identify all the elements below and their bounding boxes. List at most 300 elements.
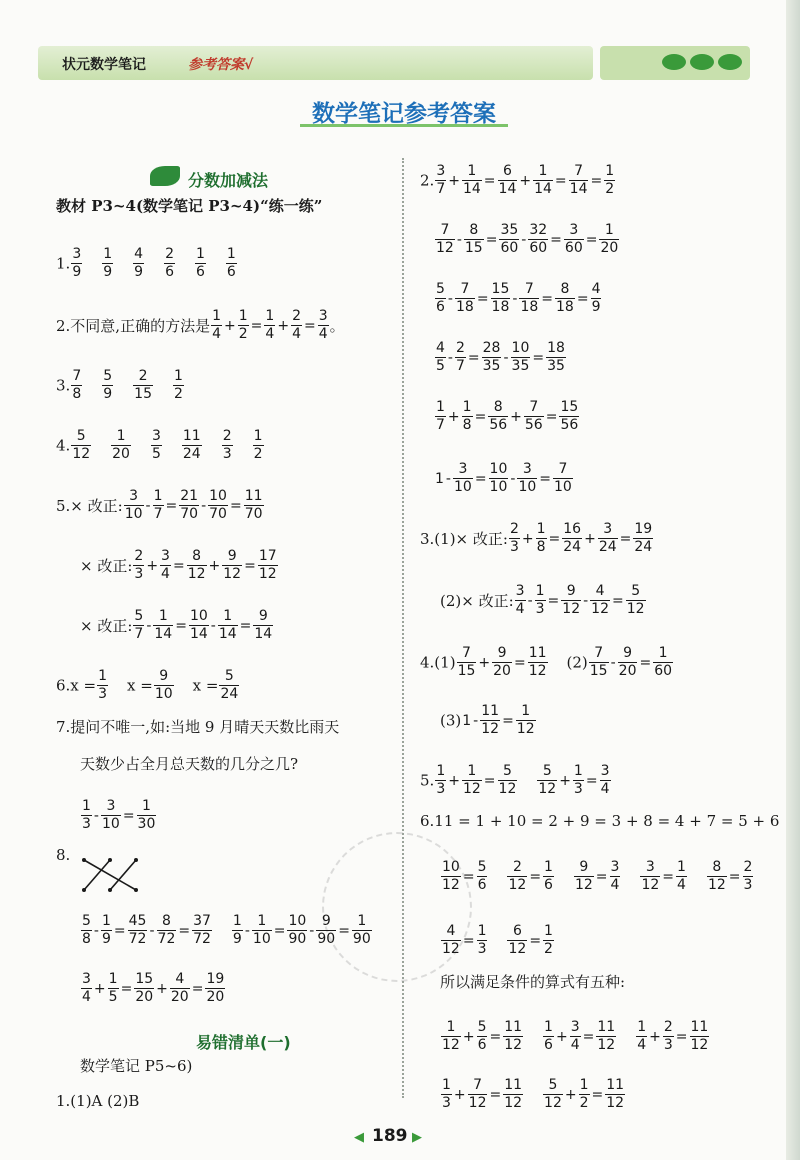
denominator: 14 xyxy=(218,626,237,642)
math-operator: = xyxy=(612,592,624,609)
fraction xyxy=(543,1019,554,1054)
numerator: 7 xyxy=(569,163,589,181)
numerator: 19 xyxy=(206,971,225,987)
numerator: 32 xyxy=(529,222,548,238)
numerator: 1 xyxy=(232,913,242,929)
denominator: 12 xyxy=(442,877,460,893)
fraction xyxy=(455,340,466,375)
numerator: 8 xyxy=(157,913,177,931)
fraction xyxy=(222,548,242,583)
numerator: 1 xyxy=(599,222,619,240)
fraction xyxy=(524,399,544,434)
numerator: 5 xyxy=(71,428,91,446)
denominator: 5 xyxy=(151,446,161,462)
numerator: 1 xyxy=(101,913,111,929)
fraction xyxy=(71,428,91,463)
denominator: 10 xyxy=(554,479,572,495)
denominator: 12 xyxy=(641,877,660,893)
numerator: 1 xyxy=(573,763,583,779)
fraction xyxy=(569,163,589,198)
denominator: 12 xyxy=(498,781,517,797)
math-operator: + xyxy=(448,172,460,189)
denominator: 6 xyxy=(165,264,174,280)
numerator: 11 xyxy=(606,1077,625,1093)
math-operator: = xyxy=(113,922,126,939)
math-operator: = xyxy=(273,922,286,939)
fraction xyxy=(222,428,233,463)
numerator: 8 xyxy=(707,859,727,877)
numerator: 4 xyxy=(170,971,190,989)
fraction xyxy=(133,246,144,281)
fraction xyxy=(318,308,329,343)
denominator: 24 xyxy=(220,686,239,702)
fraction xyxy=(507,923,527,958)
numerator: 1 xyxy=(516,703,536,721)
numerator: 1 xyxy=(462,763,482,781)
answer-text: 2. xyxy=(420,171,435,190)
leaf-icon xyxy=(150,166,180,186)
fraction xyxy=(528,645,548,680)
denominator: 20 xyxy=(600,240,619,256)
denominator: 24 xyxy=(598,539,617,555)
math-operator: - xyxy=(445,470,451,487)
fraction xyxy=(591,281,602,316)
fraction xyxy=(71,246,82,281)
fraction xyxy=(498,163,518,198)
denominator: 6 xyxy=(477,877,487,893)
math-operator: + xyxy=(462,1028,475,1045)
math-operator: + xyxy=(224,317,236,334)
numerator: 1 xyxy=(103,246,113,262)
numerator: 1 xyxy=(352,913,372,931)
answer-line xyxy=(434,222,620,257)
numerator: 9 xyxy=(561,583,581,601)
numerator: 3 xyxy=(161,548,170,564)
answer-line xyxy=(434,340,567,375)
numerator: 9 xyxy=(574,859,594,877)
numerator: 3 xyxy=(72,246,82,262)
numerator: 2 xyxy=(743,859,753,875)
math-operator: = xyxy=(303,317,316,334)
denominator: 10 xyxy=(101,816,120,832)
fraction xyxy=(555,281,575,316)
math-operator: = xyxy=(550,231,562,248)
math-operator: = xyxy=(529,932,542,949)
math-operator: = xyxy=(489,1028,502,1045)
prev-arrow-icon: ◀ xyxy=(354,1130,364,1145)
fraction xyxy=(101,798,121,833)
math-operator: = xyxy=(547,592,560,609)
page-number: 189 xyxy=(372,1126,408,1146)
fraction xyxy=(480,703,500,738)
answer-text: 1. xyxy=(56,254,71,273)
fraction xyxy=(533,163,553,198)
answer-line xyxy=(56,1091,139,1110)
math-operator: = xyxy=(595,868,608,885)
answer-line xyxy=(420,811,779,830)
numerator: 1 xyxy=(462,399,472,415)
denominator: 9 xyxy=(134,264,144,280)
denominator: 9 xyxy=(72,264,82,280)
numerator: 28 xyxy=(482,340,501,356)
fraction xyxy=(108,971,119,1006)
fraction xyxy=(477,1019,488,1054)
math-operator: = xyxy=(191,980,204,997)
denominator: 14 xyxy=(189,626,208,642)
denominator: 35 xyxy=(547,358,565,374)
numerator: 1 xyxy=(653,645,673,663)
numerator: 8 xyxy=(464,222,484,240)
answer-text: 5. xyxy=(420,771,435,790)
answer-text: (3) xyxy=(440,711,462,730)
numerator: 7 xyxy=(468,1077,488,1095)
fraction xyxy=(102,246,113,281)
denominator: 12 xyxy=(626,601,645,617)
numerator: 1 xyxy=(82,798,91,814)
numerator: 5 xyxy=(477,859,487,875)
math-operator: = xyxy=(485,231,498,248)
numerator: 10 xyxy=(511,340,530,356)
numerator: 10 xyxy=(489,461,508,477)
math-operator: + xyxy=(277,317,290,334)
numerator: 3 xyxy=(101,798,121,816)
denominator: 9 xyxy=(101,931,111,947)
section-title-errors: 易错清单(一) xyxy=(196,1033,291,1052)
denominator: 4 xyxy=(82,989,91,1005)
denominator: 7 xyxy=(436,181,446,197)
denominator: 24 xyxy=(634,539,653,555)
fraction xyxy=(128,913,148,948)
fraction xyxy=(564,222,584,257)
math-operator: + xyxy=(208,557,221,574)
denominator: 14 xyxy=(462,181,481,197)
numerator: 1 xyxy=(436,763,446,779)
math-operator: - xyxy=(521,231,527,248)
math-operator: = xyxy=(120,980,133,997)
answer-line xyxy=(440,923,555,958)
fraction xyxy=(488,399,508,434)
denominator: 3 xyxy=(222,446,232,462)
math-operator: - xyxy=(201,497,207,514)
numerator: 3 xyxy=(151,428,161,444)
answer-line xyxy=(56,428,265,463)
answer-text: 3.(1)× 改正: xyxy=(420,530,508,548)
watermark-stamp xyxy=(322,832,472,982)
answer-line xyxy=(80,548,279,583)
fraction xyxy=(516,703,536,738)
answer-line xyxy=(440,971,625,992)
numerator: 3 xyxy=(82,971,91,987)
fraction xyxy=(573,763,584,798)
denominator: 3 xyxy=(509,539,519,555)
numerator: 3 xyxy=(610,859,620,875)
math-operator: = xyxy=(178,922,191,939)
answer-line xyxy=(80,1055,192,1076)
numerator: 1 xyxy=(535,583,545,599)
fraction xyxy=(151,428,162,463)
numerator: 4 xyxy=(591,281,601,297)
math-operator: + xyxy=(519,172,532,189)
fraction xyxy=(170,971,190,1006)
numerator: 1 xyxy=(212,308,222,324)
answer-line xyxy=(56,195,322,216)
denominator: 8 xyxy=(82,931,91,947)
answer-text: 数学笔记 P5~6) xyxy=(80,1057,193,1075)
numerator: 1 xyxy=(442,1077,451,1093)
fraction xyxy=(287,913,307,948)
math-operator: - xyxy=(145,497,151,514)
denominator: 3 xyxy=(535,601,545,617)
numerator: 11 xyxy=(244,488,263,504)
numerator: 1 xyxy=(544,859,553,875)
fraction xyxy=(441,1077,452,1112)
fraction xyxy=(441,859,461,894)
numerator: 1 xyxy=(605,163,615,179)
numerator: 5 xyxy=(498,763,518,781)
math-operator: - xyxy=(512,290,518,307)
denominator: 3 xyxy=(442,1095,451,1111)
math-operator: = xyxy=(545,408,558,425)
math-operator: = xyxy=(619,530,632,547)
math-operator: + xyxy=(146,557,159,574)
math-operator: = xyxy=(728,868,741,885)
denominator: 14 xyxy=(254,626,273,642)
fraction xyxy=(610,859,621,894)
fraction xyxy=(743,859,754,894)
math-operator: = xyxy=(483,172,496,189)
answer-line xyxy=(420,521,654,556)
answer-text: 8. xyxy=(56,846,71,864)
numerator: 2 xyxy=(133,368,153,386)
fraction xyxy=(489,461,509,496)
denominator: 12 xyxy=(574,877,593,893)
fraction xyxy=(492,645,512,680)
math-operator: - xyxy=(149,922,155,939)
denominator: 12 xyxy=(690,1037,709,1053)
denominator: 12 xyxy=(504,1095,523,1111)
numerator: 11 xyxy=(597,1019,616,1035)
fraction xyxy=(499,222,519,257)
denominator: 12 xyxy=(544,1095,562,1111)
math-operator: = xyxy=(529,868,542,885)
numerator: 1 xyxy=(677,859,686,875)
fraction xyxy=(238,308,249,343)
math-operator: + xyxy=(521,530,534,547)
denominator: 12 xyxy=(516,721,535,737)
fraction xyxy=(543,859,554,894)
numerator: 19 xyxy=(634,521,653,537)
math-operator: + xyxy=(559,772,571,789)
math-operator: - xyxy=(447,349,453,366)
numerator: 5 xyxy=(219,668,239,686)
numerator: 10 xyxy=(209,488,227,504)
answer-line xyxy=(434,399,580,434)
page-title: 数学笔记参考答案 xyxy=(300,95,508,127)
math-operator: + xyxy=(448,772,460,789)
header-subtitle: 参考答案√ xyxy=(188,57,254,73)
numerator: 1 xyxy=(579,1077,589,1093)
header-brand: 状元数学笔记 xyxy=(62,57,146,73)
denominator: 10 xyxy=(453,479,472,495)
fraction xyxy=(81,798,92,833)
fraction xyxy=(208,488,228,523)
section-title: 分数加减法 xyxy=(188,171,269,190)
numerator: 11 xyxy=(504,1019,523,1035)
denominator: 6 xyxy=(544,1037,553,1053)
numerator: 1 xyxy=(544,923,553,939)
fraction xyxy=(536,521,547,556)
answer-text: x = xyxy=(192,676,219,695)
fraction xyxy=(253,608,273,643)
numerator: 15 xyxy=(491,281,510,297)
math-operator: = xyxy=(462,932,475,949)
math-operator: = xyxy=(539,470,551,487)
numerator: 11 xyxy=(481,703,500,719)
numerator: 2 xyxy=(222,428,232,444)
fraction xyxy=(517,461,537,496)
fraction xyxy=(546,340,566,375)
numerator: 1 xyxy=(462,163,482,181)
numerator: 3 xyxy=(517,461,537,479)
numerator: 1 xyxy=(544,1019,553,1035)
header-dots xyxy=(600,46,750,80)
fraction xyxy=(690,1019,710,1054)
denominator: 70 xyxy=(180,506,199,522)
answer-line xyxy=(56,845,70,864)
denominator: 2 xyxy=(544,941,553,957)
numerator: 3 xyxy=(640,859,660,877)
fraction xyxy=(604,163,615,198)
fraction xyxy=(157,913,177,948)
numerator: 1 xyxy=(533,163,553,181)
answer-line xyxy=(440,703,537,738)
answer-line xyxy=(56,488,265,523)
fraction xyxy=(102,368,113,403)
fraction xyxy=(570,1019,581,1054)
numerator: 7 xyxy=(519,281,539,299)
numerator: 7 xyxy=(455,281,475,299)
answer-line xyxy=(420,645,674,680)
numerator: 3 xyxy=(600,763,610,779)
denominator: 2 xyxy=(238,326,248,342)
fraction xyxy=(264,308,275,343)
numerator: 7 xyxy=(457,645,477,663)
denominator: 14 xyxy=(498,181,517,197)
denominator: 18 xyxy=(491,299,510,315)
fraction xyxy=(211,308,222,343)
denominator: 12 xyxy=(504,1037,523,1053)
denominator: 15 xyxy=(457,663,476,679)
fraction xyxy=(676,859,687,894)
answer-text: 4. xyxy=(56,436,71,455)
fraction xyxy=(589,645,609,680)
numerator: 1 xyxy=(265,308,275,324)
answer-text: x = xyxy=(127,676,153,695)
numerator: 11 xyxy=(690,1019,709,1035)
denominator: 12 xyxy=(591,601,609,617)
math-operator: = xyxy=(474,408,487,425)
math-operator: = xyxy=(467,349,480,366)
numerator: 7 xyxy=(524,399,544,417)
numerator: 35 xyxy=(500,222,519,238)
fraction xyxy=(133,368,153,403)
answer-line xyxy=(80,913,373,948)
denominator: 12 xyxy=(562,601,581,617)
math-operator: - xyxy=(510,470,516,487)
denominator: 15 xyxy=(134,386,152,402)
denominator: 3 xyxy=(573,781,583,797)
denominator: 2 xyxy=(253,446,263,462)
denominator: 12 xyxy=(442,1037,460,1053)
fraction xyxy=(232,913,243,948)
numerator: 3 xyxy=(124,488,144,506)
answer-line xyxy=(56,368,185,403)
fraction xyxy=(453,461,473,496)
denominator: 9 xyxy=(591,299,601,315)
math-operator: = xyxy=(502,712,514,729)
numerator: 7 xyxy=(589,645,609,663)
answer-line xyxy=(440,583,647,618)
math-operator: + xyxy=(649,1028,661,1045)
math-operator: = xyxy=(532,349,545,366)
fraction xyxy=(124,488,144,523)
answer-line xyxy=(80,608,274,643)
fraction xyxy=(535,583,546,618)
fraction xyxy=(154,668,174,703)
denominator: 56 xyxy=(489,417,508,433)
fraction xyxy=(626,583,646,618)
numerator: 9 xyxy=(618,645,638,663)
math-operator: = xyxy=(590,172,603,189)
numerator: 10 xyxy=(189,608,208,624)
math-operator: = xyxy=(122,807,135,824)
fraction xyxy=(515,583,526,618)
fraction xyxy=(189,608,209,643)
numerator: 11 xyxy=(504,1077,523,1093)
answer-text: 3. xyxy=(56,376,71,395)
fraction xyxy=(441,923,461,958)
fraction xyxy=(707,859,727,894)
numerator: 1 xyxy=(536,521,546,537)
denominator: 56 xyxy=(524,417,543,433)
answer-line xyxy=(80,753,298,774)
math-operator: - xyxy=(93,807,99,824)
numerator: 5 xyxy=(543,1077,563,1095)
denominator: 70 xyxy=(244,506,263,522)
fraction xyxy=(464,222,484,257)
numerator: 3 xyxy=(598,521,618,539)
numerator: 9 xyxy=(253,608,273,626)
denominator: 12 xyxy=(436,240,454,256)
numerator: 5 xyxy=(626,583,646,601)
numerator: 1 xyxy=(153,488,163,504)
denominator: 5 xyxy=(436,358,445,374)
math-operator: - xyxy=(456,231,462,248)
denominator: 12 xyxy=(508,941,527,957)
answer-text: 所以满足条件的算式有五种: xyxy=(440,973,626,991)
math-operator: + xyxy=(584,530,596,547)
fraction xyxy=(218,608,238,643)
numerator: 3 xyxy=(453,461,473,479)
denominator: 3 xyxy=(134,566,144,582)
denominator: 9 xyxy=(103,386,113,402)
math-operator: = xyxy=(165,497,178,514)
answer-text: 2.不同意,正确的方法是 xyxy=(56,317,211,335)
numerator: 3 xyxy=(570,1019,580,1035)
fraction xyxy=(101,913,112,948)
numerator: 37 xyxy=(193,913,211,929)
numerator: 5 xyxy=(134,608,144,624)
